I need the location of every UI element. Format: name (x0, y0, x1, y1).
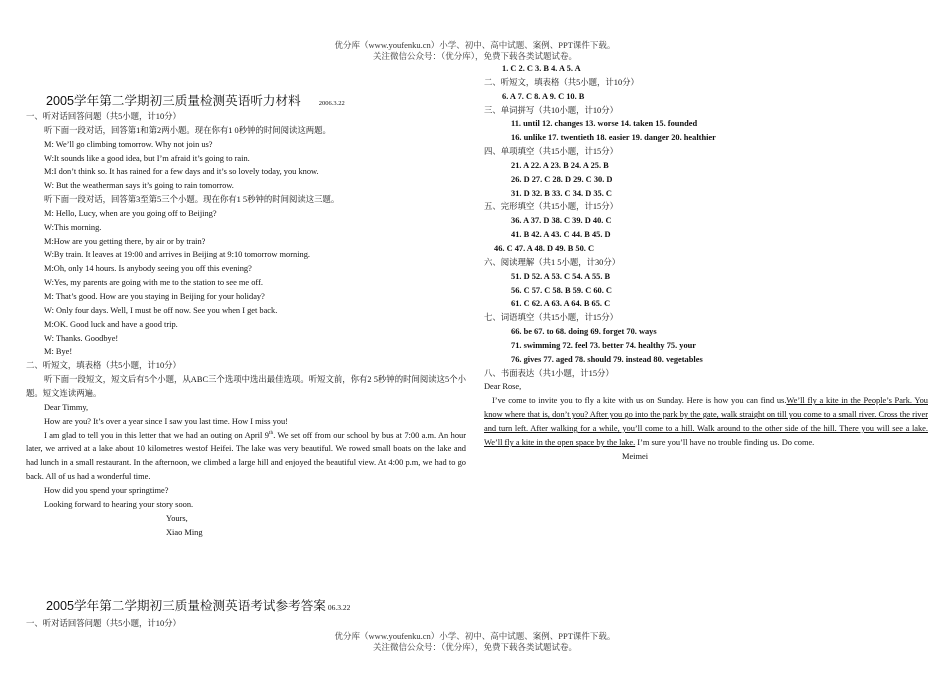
section2-intro: 听下面一段短文，短文后有5个小题，从ABC三个选项中选出最佳选项。听短文前，你有2 5秒钟的时间阅读这5个小题。短文连读两遍。 (26, 375, 466, 398)
sec1-answers: 1. C 2. C 3. B 4. A 5. A (502, 64, 581, 73)
essay-directions: We’ll fly a kite in the People’s Park. You know where that is, don’t you? After you go into the park by the gate, walk straight on till you come to a small river. Cross the river and turn left. After walking for a while, you’ll come to a hill. Walk around to the other side of the hill. There you will see a lake. We’ll fly a kite in the open space by the lake. (484, 396, 928, 447)
sec6-answers-row: 51. D 52. A 53. C 54. A 55. B (511, 271, 611, 281)
letter-paragraph-4: Looking forward to hearing your story soon. (44, 500, 194, 509)
letter-p2-part2: . We set off from our school by bus at 7:00 a.m. An hour later, we arrived at a lake about 10 kilometres westof Heifei. The lake was very beautiful. We rowed small boats on the lake and had lunch in a small restaurant. In the afternoon, we climbed a large hill and enjoyed the beautiful view. At 4:00 p.m, we had to go back. All of us had a wonderful time. (26, 430, 466, 482)
dialog2-line: M: Bye! (44, 347, 73, 357)
dialog2-line: M: Hello, Lucy, when are you going off to Beijing? (44, 208, 217, 218)
answers-section7-heading: 七、词语填空（共15小题，计15分） (484, 313, 618, 323)
letter-p2-part1: I am glad to tell you in this letter that we had an outing on April 9 (44, 430, 269, 440)
dialog2-line: W:Yes, my parents are going with me to the station to see me off. (44, 278, 263, 288)
sec3-answers-row: 16. unlike 17. twentieth 18. easier 19. danger 20. healthier (511, 133, 716, 143)
dialog1-line: M: We’ll go climbing tomorrow. Why not join us? (44, 139, 213, 149)
dialog2-line: W: Only four days. Well, I must be off now. See you when I get back. (44, 305, 278, 315)
dialog2-line: M:OK. Good luck and have a good trip. (44, 319, 178, 329)
answers-section4-heading: 四、单项填空（共15小题，计15分） (484, 147, 618, 157)
answers-section6-heading: 六、阅读理解（共1 5小题，计30分） (484, 257, 621, 267)
answers-date: 06.3.22 (327, 603, 351, 612)
letter-signature: Xiao Ming (166, 527, 203, 537)
sec7-answers-row: 66. be 67. to 68. doing 69. forget 70. ways (511, 327, 657, 337)
sec5-answers-row: 46. C 47. A 48. D 49. B 50. C (494, 243, 595, 253)
sec6-answers-row: 61. C 62. A 63. A 64. B 65. C (511, 299, 611, 309)
dialog1-line: M:I don’t think so. It has rained for a few days and it’s so lovely today, you know. (44, 167, 319, 177)
dialog2-line: W: Thanks. Goodbye! (44, 333, 119, 343)
sec5-answers-row: 36. A 37. D 38. C 39. D 40. C (511, 216, 612, 226)
listening-material (26, 92, 466, 540)
sec4-answers-row: 21. A 22. A 23. B 24. A 25. B (511, 160, 609, 170)
dialog2-line: M:How are you getting there, by air or by train? (44, 236, 206, 246)
sec4-answers-row: 26. D 27. C 28. D 29. C 30. D (511, 174, 613, 184)
listening-title-row (26, 92, 466, 110)
listening-section1-heading: 一、听对话回答问题（共5小题，计10分） (26, 112, 181, 121)
letter-paragraph-1: How are you? It’s over a year since I saw you last time. How I miss you! (44, 416, 288, 426)
page-footer (0, 631, 950, 653)
listening-date: 2006.3.22 (318, 100, 345, 107)
section1-intro: 听下面一段对话，回答第1和第2两小题。现在你有1 0秒钟的时间阅读这两题。 (44, 125, 331, 135)
sec7-answers-row: 76. gives 77. aged 78. should 79. instead 80. vegetables (511, 354, 703, 364)
dialog2-line: W:By train. It leaves at 19:00 and arrives in Beijing at 9:10 tomorrow morning. (44, 250, 311, 260)
dialog2-line: W:This morning. (44, 222, 102, 232)
essay-greeting: Dear Rose, (484, 382, 522, 392)
answers-section5-heading: 五、完形填空（共15小题，计15分） (484, 202, 618, 212)
essay-signature: Meimei (622, 451, 649, 461)
letter-p2-superscript: th (268, 429, 274, 436)
letter-greeting: Dear Timmy, (44, 402, 89, 412)
footer-line-2: 关注微信公众号：（优分库），免费下载各类试题试卷。 (372, 642, 577, 652)
essay-ending: I’m sure you’ll have no trouble finding us. Do come. (635, 437, 815, 447)
dialog2-line: M: That’s good. How are you staying in Beijing for your holiday? (44, 291, 265, 301)
listening-title: 2005学年第二学期初三质量检测英语听力材料 (46, 94, 301, 108)
answers-section8-heading: 八、书面表达（共1小题，计15分） (484, 368, 614, 378)
header-line-1: 优分库（www.youfenku.cn）小学、初中、高中试题、案例、PPT课件下载。 (334, 40, 616, 50)
letter-paragraph-3: How did you spend your springtime? (44, 486, 169, 496)
answers-section2-heading: 二、听短文，填表格（共5小题，计10分） (484, 77, 639, 87)
answers-title: 2005学年第二学期初三质量检测英语考试参考答案 (46, 599, 326, 613)
dialog1-line: W:It sounds like a good idea, but I’m afraid it’s going to rain. (44, 153, 250, 163)
sec3-answers-row: 11. until 12. changes 13. worse 14. taken 15. founded (511, 119, 698, 129)
answer-key (484, 62, 928, 464)
sec2-answers: 6. A 7. C 8. A 9. C 10. B (502, 91, 585, 101)
essay-body (484, 394, 928, 450)
sec5-answers-row: 41. B 42. A 43. C 44. B 45. D (511, 230, 611, 240)
sec4-answers-row: 31. D 32. B 33. C 34. D 35. C (511, 188, 612, 198)
page-header (0, 40, 950, 62)
section1-intro-2: 听下面一段对话，回答第3至第5三个小题。现在你有1 5秒钟的时间阅读这三题。 (44, 195, 340, 205)
answers-section3-heading: 三、单词拼写（共10小题，计10分） (484, 105, 618, 115)
listening-section2-heading: 二、听短文，填表格（共5小题，计10分） (26, 361, 181, 371)
footer-line-1: 优分库（www.youfenku.cn）小学、初中、高中试题、案例、PPT课件下载。 (334, 631, 616, 641)
letter-closing: Yours, (166, 513, 188, 523)
answers-section1-heading: 一、听对话回答问题（共5小题，计10分） (26, 619, 181, 628)
dialog1-line: W: But the weatherman says it’s going to rain tomorrow. (44, 181, 234, 191)
letter-paragraph-2 (26, 429, 466, 485)
sec7-answers-row: 71. swimming 72. feel 73. better 74. healthy 75. your (511, 340, 697, 350)
header-line-2: 关注微信公众号：（优分库），免费下载各类试题试卷。 (372, 51, 577, 61)
answers-title-row (46, 595, 350, 615)
sec6-answers-row: 56. C 57. C 58. B 59. C 60. C (511, 285, 612, 295)
dialog2-line: M:Oh, only 14 hours. Is anybody seeing you off this evening? (44, 264, 252, 274)
essay-intro: I’ve come to invite you to fly a kite with us on Sunday. Here is how you can find us. (492, 396, 787, 406)
